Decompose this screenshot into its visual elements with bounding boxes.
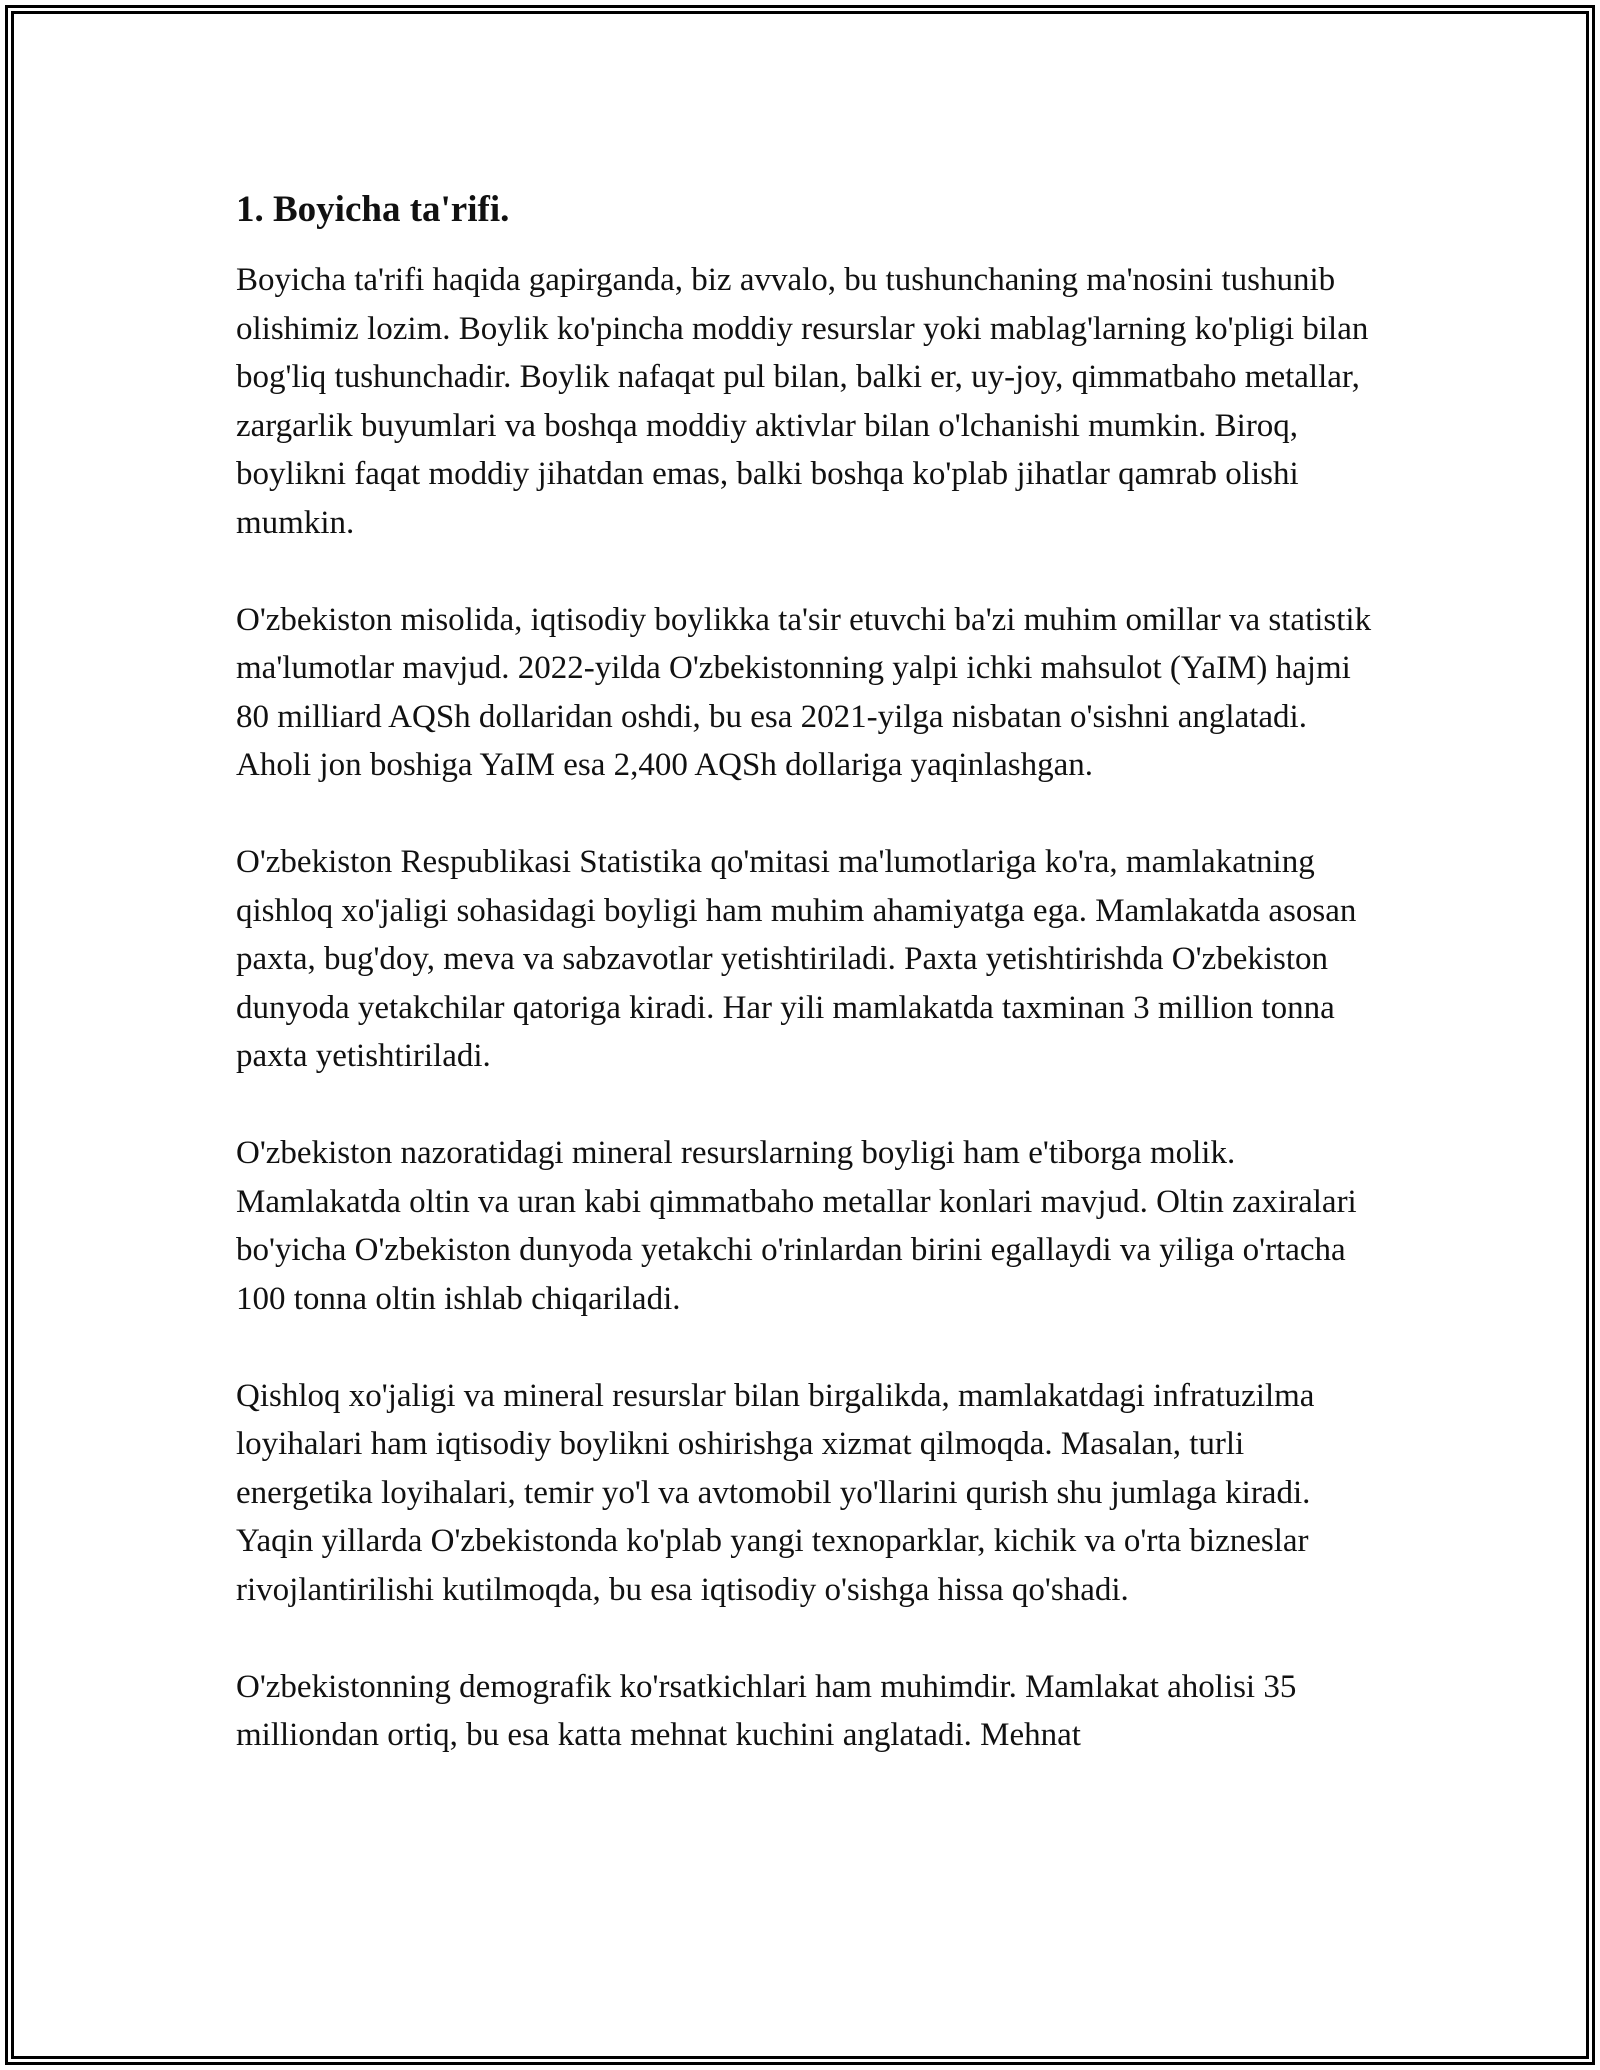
paragraph-agriculture: O'zbekiston Respublikasi Statistika qo'mitasi ma'lumotlariga ko'ra, mamlakatning qishloq xo'jaligi sohasidagi boyligi ham muhim ahamiyatga ega. Mamlakatda asosan paxta, bug'doy, meva va sabzavotlar yetishtiriladi. Paxta yetishtirishda O'zbekiston dunyoda yetakchilar qatoriga kiradi. Har yili mamlakatda taxminan 3 million tonna paxta yetishtiriladi.: [236, 844, 1357, 1074]
document-body: [236, 186, 1372, 1808]
paragraph-gdp: O'zbekiston misolida, iqtisodiy boylikka ta'sir etuvchi ba'zi muhim omillar va statistik ma'lumotlar mavjud. 2022-yilda O'zbekistonning yalpi ichki mahsulot (YaIM) hajmi 80 milliard AQSh dollaridan oshdi, bu esa 2021-yilga nisbatan o'sishni anglatadi. Aholi jon boshiga YaIM esa 2,400 AQSh dollariga yaqinlashgan.: [236, 601, 1372, 783]
section-heading: 1. Boyicha ta'rifi.: [236, 189, 510, 230]
paragraph-minerals: O'zbekiston nazoratidagi mineral resurslarning boyligi ham e'tiborga molik. Mamlakatda oltin va uran kabi qimmatbaho metallar konlari mavjud. Oltin zaxiralari bo'yicha O'zbekiston dunyoda yetakchi o'rinlardan birini egallaydi va yiliga o'rtacha 100 tonna oltin ishlab chiqariladi.: [236, 1135, 1357, 1317]
paragraph-definition: Boyicha ta'rifi haqida gapirganda, biz avvalo, bu tushunchaning ma'nosini tushunib olishimiz lozim. Boylik ko'pincha moddiy resurslar yoki mablag'larning ko'pligi bilan bog'liq tushunchadir. Boylik nafaqat pul bilan, balki er, uy-joy, qimmatbaho metallar, zargarlik buyumlari va boshqa moddiy aktivlar bilan o'lchanishi mumkin. Biroq, boylikni faqat moddiy jihatdan emas, balki boshqa ko'plab jihatlar qamrab olishi mumkin.: [236, 262, 1369, 541]
paragraph-demographics: O'zbekistonning demografik ko'rsatkichlari ham muhimdir. Mamlakat aholisi 35 milliondan ortiq, bu esa katta mehnat kuchini anglatadi. Mehnat: [236, 1668, 1297, 1753]
paragraph-infrastructure: Qishloq xo'jaligi va mineral resurslar bilan birgalikda, mamlakatdagi infratuzilma loyihalari ham iqtisodiy boylikni oshirishga xizmat qilmoqda. Masalan, turli energetika loyihalari, temir yo'l va avtomobil yo'llarini qurish shu jumlaga kiradi. Yaqin yillarda O'zbekistonda ko'plab yangi texnoparklar, kichik va o'rta bizneslar rivojlantirilishi kutilmoqda, bu esa iqtisodiy o'sishga hissa qo'shadi.: [236, 1377, 1315, 1608]
